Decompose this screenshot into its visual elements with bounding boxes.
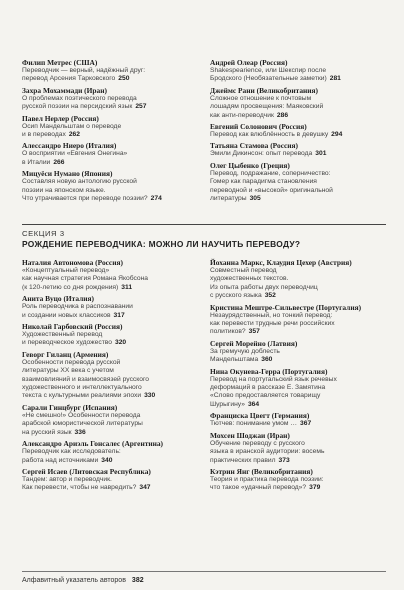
entry-title-line: Тандем: автор и переводчик. <box>22 475 112 483</box>
entry-title <box>210 440 386 465</box>
entry-title <box>210 312 386 337</box>
entry-title <box>22 95 198 112</box>
entry-title-line: языка в иранской аудитории: восемь <box>210 448 325 456</box>
entry-author: Андрей Олеар (Россия) <box>210 58 288 67</box>
entry-title-line: Совместный перевод <box>210 267 277 274</box>
entry-author: Алессандро Ниеро (Италия) <box>22 141 117 151</box>
entry-title <box>210 95 386 120</box>
entry-title <box>22 178 198 203</box>
entry-author: Кэтрин Янг (Великобритания) <box>210 466 313 476</box>
upper-left-column <box>22 58 198 205</box>
entry-title-line: на русский язык <box>22 428 72 436</box>
entry-title-line: «Концептуальный перевод» <box>22 267 110 274</box>
entry-author: Евгений Солонович (Россия) <box>210 122 307 132</box>
toc-entry <box>210 86 386 120</box>
toc-entry <box>22 86 198 112</box>
entry-title-line: Гомер как парадигма становления <box>210 178 317 186</box>
entry-title-line: О восприятии «Евгения Онегина» <box>22 150 128 158</box>
author-index-entry <box>22 577 144 584</box>
entry-author: Захра Мохаммади (Иран) <box>22 85 107 95</box>
entry-title-line: литературы XX века с учетом <box>22 367 114 375</box>
entry-page-number: 281 <box>329 75 341 83</box>
entry-page-number: 347 <box>139 484 151 492</box>
entry-author: Франциска Цвегт (Германия) <box>210 411 310 421</box>
entry-title <box>22 476 198 493</box>
entry-page-number: 367 <box>300 420 312 428</box>
entry-author: Геворг Гиланц (Армения) <box>22 349 109 359</box>
entry-title-line: Обучение переводу с русского <box>210 439 305 447</box>
entry-author: Анита Вуцо (Италия) <box>22 294 95 304</box>
entry-title-line: переводной и «высокой» оригинальной <box>210 186 333 194</box>
toc-entry <box>210 339 386 365</box>
entry-title-line: О проблемах поэтического перевода <box>22 94 137 102</box>
entry-page-number: 305 <box>249 195 261 203</box>
toc-entry <box>210 467 386 493</box>
entry-title-line: литературы <box>210 195 247 203</box>
toc-entry <box>22 322 198 348</box>
entry-title <box>22 267 198 292</box>
entry-page-number: 317 <box>113 311 125 319</box>
entry-title-line: арабской юмористической литературы <box>22 420 143 428</box>
entry-title-line: Теория и практика перевода поэзии: <box>210 475 324 483</box>
entry-title-line: как научная стратегия Романа Якобсона <box>22 275 149 283</box>
entry-page-number: 266 <box>53 158 65 166</box>
entry-author: Александро Ариэль Гонсалес (Аргентина) <box>22 439 164 449</box>
entry-title <box>210 420 386 428</box>
entry-title <box>22 67 198 84</box>
entry-page-number: 330 <box>144 392 156 400</box>
toc-entry <box>22 294 198 320</box>
entry-title <box>22 150 198 167</box>
entry-page-number: 373 <box>278 456 290 464</box>
entry-title-line: Shakespearience, или Шекспир после <box>210 67 327 74</box>
entry-title-line: взаимовлияний и взаимосвязей русского <box>22 375 149 383</box>
entry-title <box>210 170 386 204</box>
toc-entry <box>210 303 386 337</box>
entry-title <box>22 303 198 320</box>
toc-entry <box>22 141 198 167</box>
entry-title-line: Художественный перевод <box>22 331 103 339</box>
entry-page-number: 357 <box>248 328 260 336</box>
entry-author: Павел Нерлер (Россия) <box>22 113 99 123</box>
entry-page-number: 352 <box>264 292 276 300</box>
entry-title-line: Составляя новую антологию русской <box>22 178 137 186</box>
toc-entry <box>22 467 198 493</box>
entry-page-number: 311 <box>121 283 133 291</box>
entry-title-line: Переводчик — верный, надёжный друг: <box>22 67 146 74</box>
entry-author: Наталия Автономова (Россия) <box>22 258 123 267</box>
entry-author: Сергей Исаев (Литовская Республика) <box>22 466 151 476</box>
entry-author: Николай Гарбовский (Россия) <box>22 322 123 332</box>
entry-title-line: лошадям просвещения: Маяковский <box>210 103 324 111</box>
entry-page-number: 301 <box>315 150 327 158</box>
entry-title-line: Из опыта работы двух переводчиц <box>210 283 318 291</box>
toc-entry <box>22 439 198 465</box>
entry-page-number: 320 <box>114 339 127 347</box>
entry-title-line: Перевод на португальский язык речевых <box>210 375 337 383</box>
entry-title-line: художественного и интеллектуального <box>22 384 142 392</box>
section-heading: РОЖДЕНИЕ ПЕРЕВОДЧИКА: МОЖНО ЛИ НАУЧИТЬ ПЕРЕВОДУ? <box>22 239 301 249</box>
entry-title <box>210 348 386 365</box>
entry-title-line: и создании новых классиков <box>22 311 111 319</box>
entry-author: Сарали Гинцбург (Испания) <box>22 402 118 412</box>
entry-page-number: 286 <box>276 111 289 119</box>
entry-title-line: Перевод, подражание, соперничество: <box>210 169 331 177</box>
toc-entry <box>22 403 198 437</box>
toc-entry <box>22 258 198 292</box>
entry-title <box>210 267 386 301</box>
entry-title-line: практических правил <box>210 456 276 464</box>
entry-title-line: как анти-переводчик <box>210 111 274 119</box>
entry-title-line: (к 120-летию со дня рождения) <box>22 283 119 291</box>
lower-left-column <box>22 258 198 495</box>
entry-author: Мицуёси Нумано (Япония) <box>22 169 113 179</box>
entry-page-number: 257 <box>135 103 147 111</box>
entry-page-number: 379 <box>309 484 321 492</box>
entry-title-line: Тютчев: понимание умом … <box>210 420 298 428</box>
entry-title <box>210 476 386 493</box>
entry-title-line: Роль переводчика в распознавании <box>22 303 133 311</box>
entry-title-line: Особенности перевода русской <box>22 358 121 366</box>
toc-entry <box>210 258 386 301</box>
entry-author: Джеймс Рани (Великобритания) <box>210 85 319 95</box>
entry-title-line: и переводческое художество <box>22 339 112 347</box>
lower-right-column <box>210 258 386 495</box>
toc-entry <box>210 161 386 204</box>
entry-title-line: что такое «удачный перевод»? <box>210 484 307 492</box>
entry-title-line: в Италии <box>22 158 51 166</box>
upper-right-column <box>210 58 386 205</box>
entry-title <box>22 412 198 437</box>
entry-page-number: 336 <box>74 428 86 436</box>
entry-title-line: художественных текстов. <box>210 275 289 283</box>
entry-title <box>22 331 198 348</box>
toc-entry <box>22 114 198 140</box>
toc-entry <box>22 58 198 84</box>
toc-entry <box>22 350 198 401</box>
entry-title-line: Шурыгину» <box>210 400 245 408</box>
entry-page-number: 364 <box>247 400 260 408</box>
entry-title <box>210 131 386 139</box>
entry-title-line: с русского языка <box>210 292 262 300</box>
section-label: СЕКЦИЯ 3 <box>22 229 65 238</box>
toc-entry <box>210 58 386 84</box>
author-index-page: 382 <box>131 577 144 584</box>
entry-title-line: работа над источниками <box>22 456 99 464</box>
entry-author: Нина Окунева-Герра (Португалия) <box>210 366 328 376</box>
entry-title-line: Переводчик как исследователь: <box>22 448 121 456</box>
author-index-label: Алфавитный указатель авторов <box>22 577 126 584</box>
entry-title <box>210 376 386 410</box>
toc-entry <box>210 122 386 139</box>
entry-title-line: русской поэзии на персидский язык <box>22 103 133 111</box>
entry-title-line: Как перевести, чтобы не навредить? <box>22 484 137 492</box>
entry-title-line: Мандельштама <box>210 356 259 364</box>
section-divider <box>22 224 386 225</box>
entry-title <box>210 67 386 84</box>
toc-entry <box>210 367 386 410</box>
entry-title-line: политиков? <box>210 328 246 336</box>
entry-author: Татьяна Стамова (Россия) <box>210 141 298 151</box>
entry-page-number: 274 <box>150 195 162 203</box>
entry-title-line: Осип Мандельштам о переводе <box>22 122 122 130</box>
entry-title-line: перевод Арсения Тарковского <box>22 75 116 83</box>
entry-title-line: деформаций в рассказе Е. Замятина <box>210 384 326 392</box>
footer-divider <box>22 571 386 572</box>
entry-title <box>210 150 386 158</box>
toc-entry <box>210 431 386 465</box>
entry-page-number: 262 <box>68 131 80 139</box>
entry-title-line: и в переводах <box>22 131 66 139</box>
entry-page-number: 360 <box>261 356 273 364</box>
entry-author: Олег Цыбенко (Греция) <box>210 160 290 170</box>
entry-author: Сергей Морейно (Латвия) <box>210 338 298 348</box>
entry-author: Филип Метрес (США) <box>22 58 98 67</box>
toc-entry <box>210 411 386 428</box>
toc-entry <box>210 141 386 158</box>
entry-title-line: Незаурядственный, но тонкий перевод: <box>210 311 333 319</box>
entry-title-line: поэзии на японском языке. <box>22 186 106 194</box>
entry-title-line: Сложное отношение к почтовым <box>210 94 312 102</box>
entry-title-line: как перевести трудные речи российских <box>210 320 335 328</box>
entry-author: Кристина Мештре-Сильвестре (Португалия) <box>210 302 362 312</box>
entry-title-line: Эмили Дикинсон: опыт перевода <box>210 150 313 158</box>
entry-title-line: «Не смешно!» Особенности перевода <box>22 411 141 419</box>
entry-title-line: Перевод как влюблённость в девушку <box>210 131 329 139</box>
entry-page-number: 250 <box>118 75 130 83</box>
entry-title-line: Что утрачивается при переводе поэзии? <box>22 195 148 203</box>
entry-page-number: 340 <box>101 456 113 464</box>
entry-author: Йоханна Маркс, Клаудия Цехер (Австрия) <box>210 258 352 267</box>
entry-title-line: За гремучую доблесть <box>210 347 280 355</box>
entry-title-line: текста с культурными реалиями эпохи <box>22 392 142 400</box>
toc-entry <box>22 169 198 203</box>
entry-title <box>22 123 198 140</box>
entry-page-number: 294 <box>331 131 343 139</box>
entry-title-line: «Слово предоставляется товарищу <box>210 392 321 400</box>
entry-author: Мохсен Шоджаи (Иран) <box>210 430 290 440</box>
entry-title <box>22 448 198 465</box>
entry-title-line: Бродского (Необязательные заметки) <box>210 75 327 83</box>
entry-title <box>22 359 198 401</box>
